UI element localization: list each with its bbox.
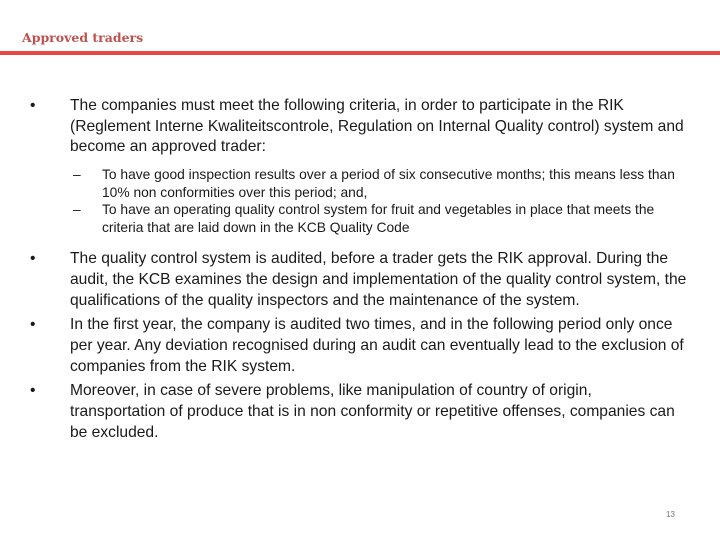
bullet-icon: • <box>30 97 36 114</box>
bullet-text: Moreover, in case of severe problems, like manipulation of country of origin, transportation of produce that is in non conformity or repetitive offenses, companies can be excluded. <box>70 382 675 441</box>
sub-bullet-text: To have an operating quality control system for fruit and vegetables in place that meets the criteria that are laid down in the KCB Quality Code <box>102 202 655 235</box>
bullet-text: In the first year, the company is audited two times, and in the following period only once per year. Any deviation recognised during an audit can eventually lead to the exclusion of companies from the RIK system. <box>70 316 684 375</box>
bullet-text: The quality control system is audited, before a trader gets the RIK approval. During the audit, the KCB examines the design and implementation of the quality control system, the qualifications of the quality inspectors and the maintenance of the system. <box>70 250 687 309</box>
title-divider <box>0 51 720 55</box>
slide-title: Approved traders <box>22 30 144 45</box>
sub-bullet-item <box>30 166 690 201</box>
slide-body <box>30 96 690 447</box>
sub-bullet-list <box>30 166 690 236</box>
bullet-text: The companies must meet the following criteria, in order to participate in the RIK (Reglement Interne Kwaliteitscontrole, Regulation on Internal Quality control) system and become an approved trader: <box>70 97 684 156</box>
bullet-icon: • <box>30 316 36 334</box>
bullet-item <box>30 381 690 443</box>
bullet-item <box>30 96 690 158</box>
dash-icon: – <box>73 202 81 218</box>
bullet-item <box>30 315 690 377</box>
sub-bullet-text: To have good inspection results over a period of six consecutive months; this means less than 10% non conformities over this period; and, <box>102 167 675 200</box>
bullet-item <box>30 249 690 311</box>
dash-icon: – <box>73 167 81 183</box>
bullet-icon: • <box>30 250 36 268</box>
sub-bullet-item <box>30 201 690 236</box>
page-number: 13 <box>666 510 675 519</box>
bullet-icon: • <box>30 382 36 400</box>
